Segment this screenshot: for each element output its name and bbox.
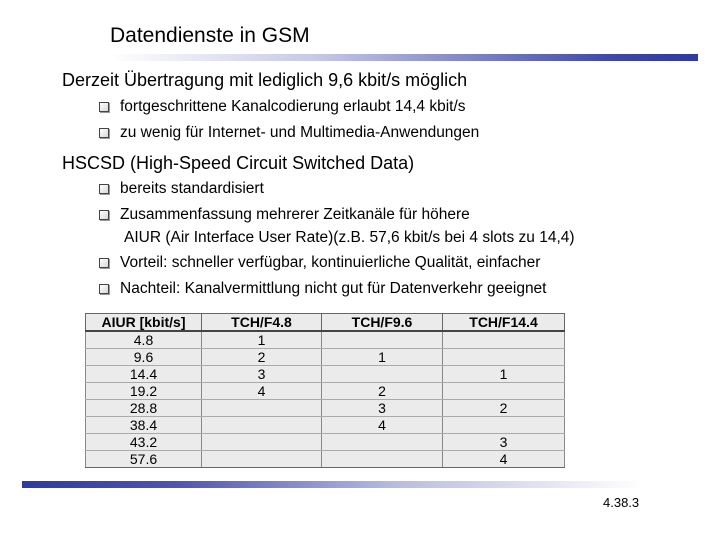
table-cell: 1 xyxy=(322,349,443,366)
checkbox-bullet-icon xyxy=(99,284,109,294)
table-cell xyxy=(322,451,443,468)
table-cell xyxy=(322,331,443,349)
column-header: AIUR [kbit/s] xyxy=(86,314,202,332)
table-cell: 3 xyxy=(202,366,322,383)
footer-bar xyxy=(22,481,642,488)
table-cell: 57.6 xyxy=(86,451,202,468)
title-underline-bar xyxy=(108,54,698,61)
checkbox-bullet-icon xyxy=(99,184,109,194)
bullet-standardized: bereits standardisiert xyxy=(120,180,264,197)
checkbox-bullet-icon xyxy=(99,128,109,138)
checkbox-bullet-icon xyxy=(99,210,109,220)
checkbox-bullet-icon xyxy=(99,258,109,268)
table-cell: 9.6 xyxy=(86,349,202,366)
section-heading-rate: Derzeit Übertragung mit lediglich 9,6 kbit/s möglich xyxy=(62,70,468,90)
bullet-timeslots-continuation: AIUR (Air Interface User Rate)(z.B. 57,6 kbit/s bei 4 slots zu 14,4) xyxy=(124,229,575,246)
column-header: TCH/F14.4 xyxy=(443,314,565,332)
table-cell: 4 xyxy=(443,451,565,468)
table-cell xyxy=(202,417,322,434)
table-row xyxy=(86,451,565,468)
table-cell: 4 xyxy=(322,417,443,434)
aiur-table xyxy=(85,313,565,468)
table-cell xyxy=(443,349,565,366)
slide-title: Datendienste in GSM xyxy=(110,24,310,47)
table-cell: 38.4 xyxy=(86,417,202,434)
table-cell: 4.8 xyxy=(86,331,202,349)
table-row xyxy=(86,366,565,383)
table-row xyxy=(86,400,565,417)
table-cell xyxy=(202,434,322,451)
table-cell xyxy=(322,434,443,451)
table-cell: 19.2 xyxy=(86,383,202,400)
table-cell: 2 xyxy=(443,400,565,417)
table-cell: 14.4 xyxy=(86,366,202,383)
column-header: TCH/F4.8 xyxy=(202,314,322,332)
bullet-timeslots: Zusammenfassung mehrerer Zeitkanäle für höhere xyxy=(120,206,470,223)
page-number: 4.38.3 xyxy=(603,495,640,510)
checkbox-bullet-icon xyxy=(99,102,109,112)
bullet-coding: fortgeschrittene Kanalcodierung erlaubt 14,4 kbit/s xyxy=(120,98,466,115)
table-cell xyxy=(443,331,565,349)
table-cell: 2 xyxy=(322,383,443,400)
bullet-disadvantage: Nachteil: Kanalvermittlung nicht gut für Datenverkehr geeignet xyxy=(120,280,547,297)
column-header: TCH/F9.6 xyxy=(322,314,443,332)
table-cell xyxy=(443,383,565,400)
table-row xyxy=(86,349,565,366)
table-cell: 1 xyxy=(202,331,322,349)
table-header-row xyxy=(86,314,565,332)
table-cell: 4 xyxy=(202,383,322,400)
table-cell: 28.8 xyxy=(86,400,202,417)
table-cell: 3 xyxy=(443,434,565,451)
table-row xyxy=(86,331,565,349)
section-heading-hscsd: HSCSD (High-Speed Circuit Switched Data) xyxy=(62,153,415,173)
table-cell xyxy=(202,451,322,468)
table-cell xyxy=(322,366,443,383)
table-cell xyxy=(443,417,565,434)
table-cell xyxy=(202,400,322,417)
table-cell: 3 xyxy=(322,400,443,417)
bullet-advantage: Vorteil: schneller verfügbar, kontinuierliche Qualität, einfacher xyxy=(120,254,541,271)
table-row xyxy=(86,417,565,434)
table-row xyxy=(86,434,565,451)
bullet-insufficient: zu wenig für Internet- und Multimedia-Anwendungen xyxy=(120,124,480,141)
table-cell: 43.2 xyxy=(86,434,202,451)
table-cell: 2 xyxy=(202,349,322,366)
table-row xyxy=(86,383,565,400)
table-cell: 1 xyxy=(443,366,565,383)
